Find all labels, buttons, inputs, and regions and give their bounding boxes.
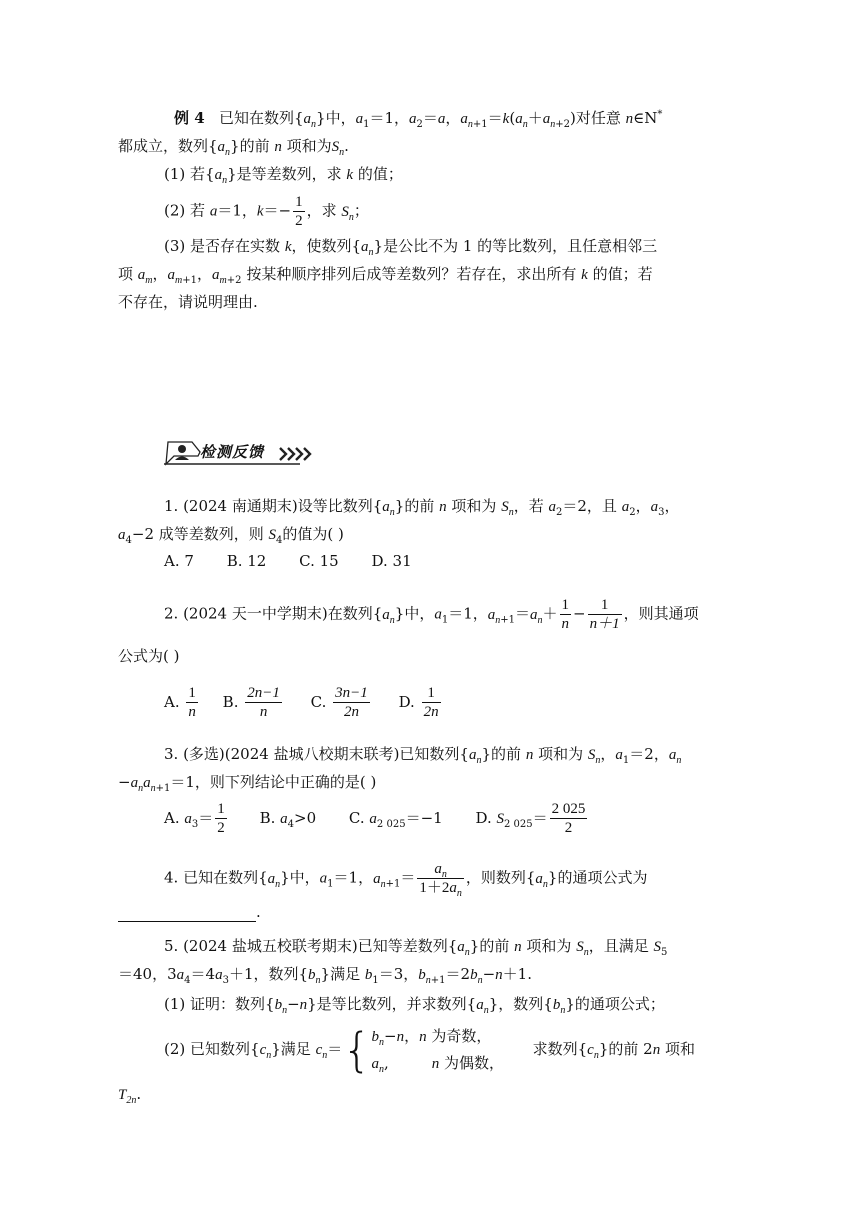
example4-line2: 都成立，数列$\{a_n\}$的前 n 项和为$S_n$. xyxy=(118,137,349,158)
q2-line1: 2. (2024 天一中学期末)在数列$\{a_n\}$中，$a_1=1$，$a_{n+1}=a_n+$ $\frac{1}{n}$ − $\frac{1}{n+1}$ ，则其通项 xyxy=(164,597,699,632)
fraction-1-over-n-plus-1: $\frac{1}{n+1}$ xyxy=(589,597,620,632)
q4-line2: . xyxy=(118,902,261,922)
q1-option-c: C. 15 xyxy=(299,552,339,570)
q1-option-d: D. 31 xyxy=(371,552,412,570)
example4-part3-line1: (3) 是否存在实数 k，使数列$\{a_n\}$是公比不为 1 的等比数列，且任意相邻三 xyxy=(164,237,658,258)
fraction-one-half: $\frac{1}{2}$ xyxy=(295,194,303,229)
example-label: 例 4 xyxy=(174,109,205,127)
q3-line1: 3. (多选)(2024 盐城八校期末联考)已知数列$\{a_n\}$的前 n 项和为 $S_n$，$a_1=2$，$a_n$ xyxy=(164,745,682,766)
q3-options xyxy=(164,800,589,837)
example4-line1: 例 4 已知在数列$\{a_n\}$中，$a_1=1$，$a_2=a$，$a_{n+1}=k(a_n+a_{n+2})$对任意 n∈N* xyxy=(174,109,663,130)
example4-part3-line3: 不存在，请说明理由. xyxy=(118,293,258,311)
q1-options xyxy=(164,551,412,571)
q2-options xyxy=(164,684,443,721)
example4-part1: (1) 若$\{a_n\}$是等差数列，求 k 的值； xyxy=(164,165,403,186)
q3-option-d: D. $S_{2 025}=$ $\frac{2 025}{2}$ xyxy=(475,801,586,836)
example4-part3-line2: 项 $a_m$，$a_{m+1}$，$a_{m+2}$ 按某种顺序排列后成等差数列？若存在，求出所有 k 的值；若 xyxy=(118,265,653,286)
example4-part2: (2) 若 a＝1，k＝− $\frac{1}{2}$ ，求 $S_n$； xyxy=(164,194,369,229)
q1-option-a: A. 7 xyxy=(164,552,194,570)
answer-blank[interactable] xyxy=(118,905,256,922)
q5-part2: (2) 已知数列$\{c_n\}$满足 $c_n=${ $b_n-n$，n 为奇数， $a_n$, n 为偶数， 求数列$\{c_n\}$的前 2n 项和 xyxy=(164,1023,695,1077)
q4-line1: 4. 已知在数列$\{a_n\}$中，$a_1=1$，$a_{n+1}=$ $\frac{a_n}{1+2a_n}$ ，则数列$\{a_n\}$的通项公式为 xyxy=(164,861,648,899)
q5-part2-end: $T_{2n}$. xyxy=(118,1085,142,1106)
fraction-1-over-n: $\frac{1}{n}$ xyxy=(561,597,570,632)
q5-part1: (1) 证明：数列$\{b_n-n\}$是等比数列，并求数列$\{a_n\}$，数列$\{b_n\}$的通项公式； xyxy=(164,995,665,1016)
q1-option-b: B. 12 xyxy=(226,552,267,570)
q3-option-b: B. $a_4>0$ xyxy=(259,808,317,830)
q3-line2: $-a_na_{n+1}=1$，则下列结论中正确的是( ) xyxy=(118,773,377,794)
q1-line2: $a_4-2$ 成等差数列，则 $S_4$的值为( ) xyxy=(118,525,344,546)
fraction-an-over-1-plus-2an: $\frac{a_n}{1+2a_n}$ xyxy=(419,861,462,899)
section-title: 检测反馈 xyxy=(200,443,265,461)
q2-option-c: C. $\frac{3n-1}{2n}$ xyxy=(310,685,368,720)
q2-option-d: D. $\frac{1}{2n}$ xyxy=(398,685,439,720)
q2-line2: 公式为( ) xyxy=(118,647,180,665)
piecewise-cases: $b_n-n$，n 为奇数， $a_n$, n 为偶数， xyxy=(371,1027,505,1075)
chevrons-icon xyxy=(280,448,310,460)
q2-option-b: B. $\frac{2n-1}{n}$ xyxy=(222,685,280,720)
q3-option-c: C. $a_{2 025}=-1$ xyxy=(348,808,443,830)
q5-line1: 5. (2024 盐城五校联考期末)已知等差数列$\{a_n\}$的前 n 项和为 $S_n$，且满足 $S_5$ xyxy=(164,937,668,958)
q1-line1: 1. (2024 南通期末)设等比数列$\{a_n\}$的前 n 项和为 $S_n$，若 $a_2=2$，且 $a_2$，$a_3$， xyxy=(164,497,680,518)
person-icon xyxy=(178,445,186,453)
q2-option-a: A. $\frac{1}{n}$ xyxy=(164,685,196,720)
q3-option-a: A. $a_3=$ $\frac{1}{2}$ xyxy=(164,801,225,836)
q5-line2: ＝40，$3a_4=4a_3+1$，数列$\{b_n\}$满足 $b_1=3$，$b_{n+1}=2b_n-n+1$. xyxy=(118,965,532,986)
